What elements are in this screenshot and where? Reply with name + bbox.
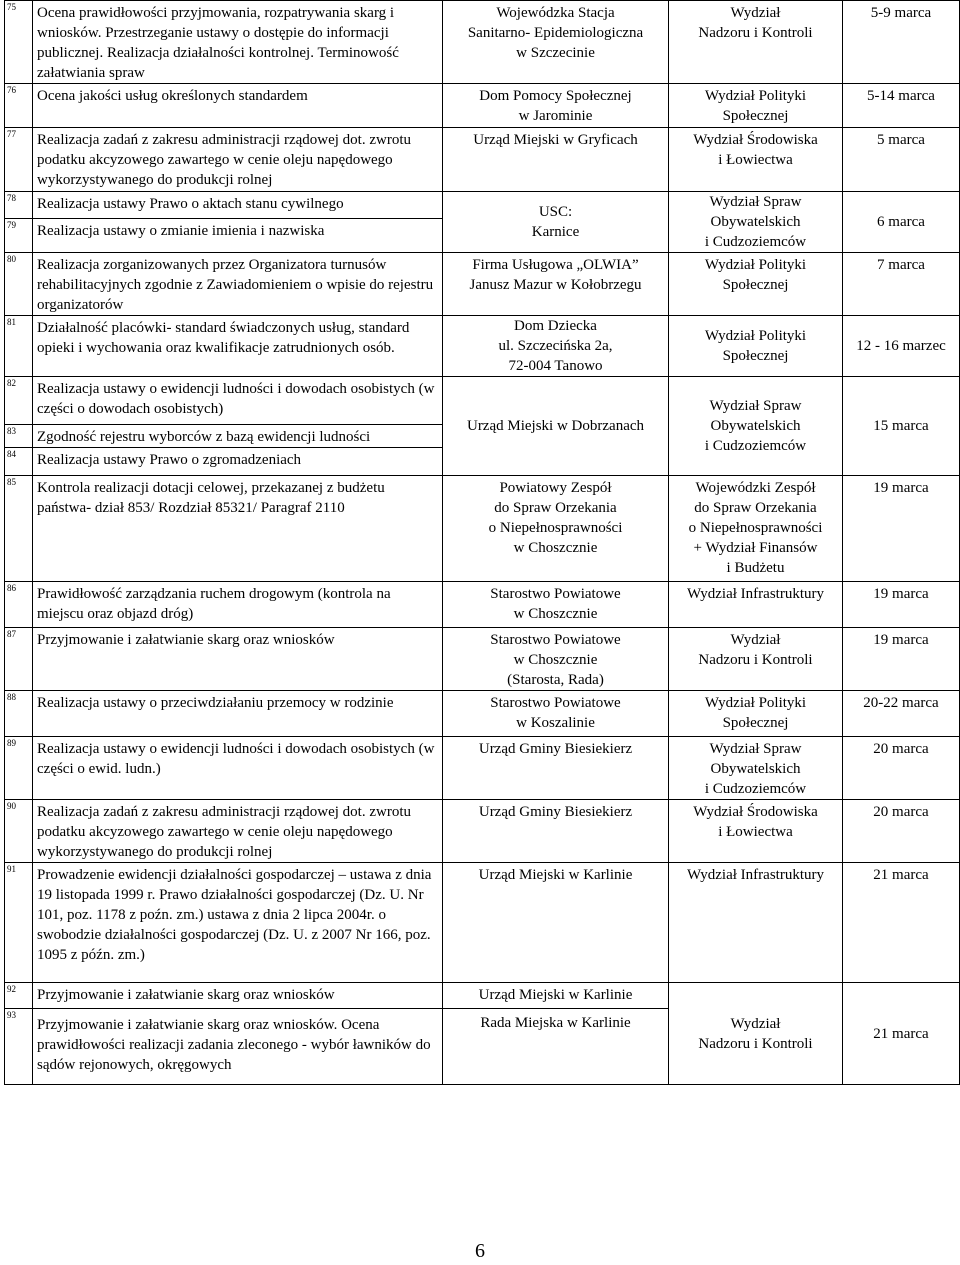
inspection-schedule-table [4,0,960,1085]
inspection-subject: Przyjmowanie i załatwianie skarg oraz wniosków. Ocena prawidłowości realizacji zadania zleconego - wybór ławników do sądów rejonowych, okręgowych [33,1009,443,1085]
table-row [5,863,960,983]
row-number: 79 [5,219,33,253]
inspection-date: 19 marca [843,628,960,691]
inspection-date: 21 marca [843,983,960,1085]
row-number: 91 [5,863,33,983]
responsible-department: Wojewódzki Zespół do Spraw Orzekania o Niepełnosprawności + Wydział Finansów i Budżetu [669,476,843,582]
table-row [5,476,960,582]
inspection-subject: Przyjmowanie i załatwianie skarg oraz wniosków [33,628,443,691]
row-number: 84 [5,448,33,476]
inspected-unit: Wojewódzka Stacja Sanitarno- Epidemiologiczna w Szczecinie [443,1,669,84]
row-number: 88 [5,691,33,737]
inspected-unit: Urząd Miejski w Dobrzanach [443,377,669,476]
inspection-subject: Zgodność rejestru wyborców z bazą ewidencji ludności [33,425,443,448]
inspected-unit: USC: Karnice [443,192,669,253]
inspection-subject: Ocena prawidłowości przyjmowania, rozpatrywania skarg i wniosków. Przestrzeganie ustawy o dostępie do informacji publicznej. Realizacja działalności kontrolnej. Terminowość załatwiania spraw [33,1,443,84]
inspected-unit: Rada Miejska w Karlinie [443,1009,669,1085]
row-number: 81 [5,316,33,377]
inspected-unit: Urząd Miejski w Karlinie [443,983,669,1009]
row-number: 76 [5,84,33,128]
row-number: 75 [5,1,33,84]
inspected-unit: Urząd Miejski w Karlinie [443,863,669,983]
responsible-department: Wydział Polityki Społecznej [669,691,843,737]
inspection-subject: Przyjmowanie i załatwianie skarg oraz wniosków [33,983,443,1009]
inspected-unit: Dom Dziecka ul. Szczecińska 2a, 72-004 Tanowo [443,316,669,377]
row-number: 86 [5,582,33,628]
inspected-unit: Starostwo Powiatowe w Choszcznie [443,582,669,628]
inspection-date: 6 marca [843,192,960,253]
inspection-date: 20-22 marca [843,691,960,737]
inspected-unit: Starostwo Powiatowe w Choszcznie (Starosta, Rada) [443,628,669,691]
table-row [5,253,960,316]
inspection-subject: Realizacja zorganizowanych przez Organizatora turnusów rehabilitacyjnych zgodnie z Zawiadomieniem o wpisie do rejestru organizatorów [33,253,443,316]
responsible-department: Wydział Spraw Obywatelskich i Cudzoziemców [669,377,843,476]
inspection-subject: Prowadzenie ewidencji działalności gospodarczej – ustawa z dnia 19 listopada 1999 r. Prawo działalności gospodarczej (Dz. U. Nr 101, poz. 1178 z poźn. zm.) ustawa z dnia 2 lipca 2004r. o swobodzie działalności gospodarczej (Dz. U. z 2007 Nr 166, poz. 1095 z późn. zm.) [33,863,443,983]
inspection-subject: Kontrola realizacji dotacji celowej, przekazanej z budżetu państwa- dział 853/ Rozdział 85321/ Paragraf 2110 [33,476,443,582]
table-row [5,628,960,691]
row-number: 89 [5,737,33,800]
inspection-subject: Realizacja ustawy Prawo o zgromadzeniach [33,448,443,476]
responsible-department: Wydział Środowiska i Łowiectwa [669,800,843,863]
row-number: 93 [5,1009,33,1085]
responsible-department: Wydział Nadzoru i Kontroli [669,1,843,84]
inspection-date: 20 marca [843,800,960,863]
responsible-department: Wydział Polityki Społecznej [669,253,843,316]
inspection-subject: Realizacja ustawy o ewidencji ludności i dowodach osobistych (w części o ewid. ludn.) [33,737,443,800]
responsible-department: Wydział Środowiska i Łowiectwa [669,128,843,192]
inspection-date: 20 marca [843,737,960,800]
inspected-unit: Urząd Gminy Biesiekierz [443,737,669,800]
inspection-subject: Realizacja ustawy Prawo o aktach stanu cywilnego [33,192,443,219]
responsible-department: Wydział Polityki Społecznej [669,316,843,377]
table-row [5,377,960,425]
inspection-date: 15 marca [843,377,960,476]
table-row [5,800,960,863]
inspection-date: 5 marca [843,128,960,192]
row-number: 83 [5,425,33,448]
inspection-date: 5-9 marca [843,1,960,84]
table-row [5,84,960,128]
row-number: 87 [5,628,33,691]
row-number: 92 [5,983,33,1009]
table-row [5,128,960,192]
responsible-department: Wydział Spraw Obywatelskich i Cudzoziemców [669,737,843,800]
inspection-subject: Realizacja zadań z zakresu administracji rządowej dot. zwrotu podatku akcyzowego zawartego w cenie oleju napędowego wykorzystywanego do produkcji rolnej [33,800,443,863]
inspection-date: 21 marca [843,863,960,983]
inspected-unit: Urząd Gminy Biesiekierz [443,800,669,863]
inspection-subject: Realizacja zadań z zakresu administracji rządowej dot. zwrotu podatku akcyzowego zawartego w cenie oleju napędowego wykorzystywanego do produkcji rolnej [33,128,443,192]
inspection-subject: Ocena jakości usług określonych standardem [33,84,443,128]
row-number: 85 [5,476,33,582]
inspection-date: 19 marca [843,476,960,582]
table-row [5,582,960,628]
row-number: 90 [5,800,33,863]
responsible-department: Wydział Nadzoru i Kontroli [669,983,843,1085]
row-number: 80 [5,253,33,316]
inspected-unit: Urząd Miejski w Gryficach [443,128,669,192]
inspected-unit: Dom Pomocy Społecznej w Jarominie [443,84,669,128]
inspection-date: 12 - 16 marzec [843,316,960,377]
table-row [5,316,960,377]
table-row [5,1,960,84]
inspection-subject: Realizacja ustawy o ewidencji ludności i dowodach osobistych (w części o dowodach osobistych) [33,377,443,425]
inspection-subject: Prawidłowość zarządzania ruchem drogowym (kontrola na miejscu oraz objazd dróg) [33,582,443,628]
responsible-department: Wydział Polityki Społecznej [669,84,843,128]
table-row [5,737,960,800]
responsible-department: Wydział Nadzoru i Kontroli [669,628,843,691]
inspection-date: 19 marca [843,582,960,628]
inspection-date: 5-14 marca [843,84,960,128]
row-number: 82 [5,377,33,425]
inspected-unit: Firma Usługowa „OLWIA” Janusz Mazur w Kołobrzegu [443,253,669,316]
responsible-department: Wydział Infrastruktury [669,863,843,983]
inspection-subject: Realizacja ustawy o przeciwdziałaniu przemocy w rodzinie [33,691,443,737]
responsible-department: Wydział Spraw Obywatelskich i Cudzoziemców [669,192,843,253]
table-row [5,192,960,219]
inspected-unit: Starostwo Powiatowe w Koszalinie [443,691,669,737]
page-number: 6 [475,1240,485,1262]
row-number: 77 [5,128,33,192]
table-row [5,983,960,1009]
inspected-unit: Powiatowy Zespół do Spraw Orzekania o Niepełnosprawności w Choszcznie [443,476,669,582]
row-number: 78 [5,192,33,219]
table-row [5,691,960,737]
inspection-subject: Realizacja ustawy o zmianie imienia i nazwiska [33,219,443,253]
responsible-department: Wydział Infrastruktury [669,582,843,628]
inspection-date: 7 marca [843,253,960,316]
inspection-subject: Działalność placówki- standard świadczonych usług, standard opieki i wychowania oraz kwalifikacje zatrudnionych osób. [33,316,443,377]
